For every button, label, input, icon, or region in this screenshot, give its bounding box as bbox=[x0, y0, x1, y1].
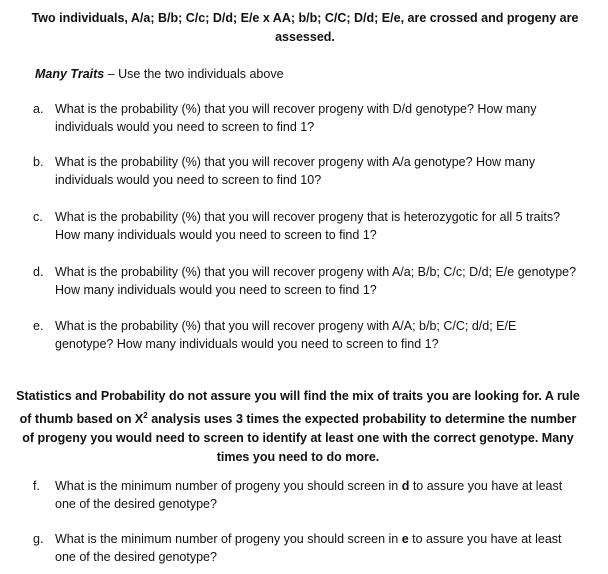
question-letter: e. bbox=[33, 319, 44, 333]
question-d bbox=[33, 264, 578, 299]
question-f bbox=[33, 478, 578, 513]
statistics-note bbox=[16, 387, 580, 467]
question-text: What is the probability (%) that you will recover progeny with A/A; b/b; C/C; d/d; E/E genotype? How many individuals would you need to screen to find 1? bbox=[55, 319, 517, 351]
question-letter: b. bbox=[33, 155, 44, 169]
question-text: What is the probability (%) that you will recover progeny that is heterozygotic for all 5 traits? How many individuals would you need to screen to find 1? bbox=[55, 210, 561, 242]
question-text bbox=[55, 478, 578, 513]
question-text-start: What is the minimum number of progeny you should screen in bbox=[55, 532, 402, 546]
question-bold-ref: e bbox=[401, 532, 409, 546]
question-text: What is the probability (%) that you will recover progeny with D/d genotype? How many individuals would you need to screen to find 1? bbox=[55, 102, 537, 134]
question-b bbox=[33, 154, 578, 189]
question-text-end: to assure you have at least one of the desired genotype? bbox=[55, 479, 563, 511]
question-text-end: to assure you have at least one of the desired genotype? bbox=[55, 532, 562, 564]
section-heading-label: Many Traits bbox=[35, 67, 105, 81]
question-letter: f. bbox=[33, 479, 40, 493]
section-heading-subtitle: – Use the two individuals above bbox=[104, 67, 284, 81]
question-g bbox=[33, 531, 578, 566]
question-letter: c. bbox=[33, 210, 43, 224]
question-letter: g. bbox=[33, 532, 44, 546]
question-e bbox=[33, 318, 578, 353]
note-text-end: analysis uses 3 times the expected probability to determine the number of progeny you would need to screen to identify at least one with the correct genotype. Many times you need to do more. bbox=[22, 412, 577, 465]
question-letter: a. bbox=[33, 102, 44, 116]
problem-title: Two individuals, A/a; B/b; C/c; D/d; E/e x AA; b/b; C/C; D/d; E/e, are crossed and progeny are assessed. bbox=[31, 11, 579, 44]
section-heading bbox=[35, 66, 284, 83]
question-c bbox=[33, 209, 578, 244]
question-bold-ref: d bbox=[401, 479, 410, 493]
question-text bbox=[55, 531, 578, 566]
note-text-start: Statistics and Probability do not assure you will find the mix of traits you are looking for. A rule of thumb based on X bbox=[16, 389, 580, 427]
question-letter: d. bbox=[33, 265, 44, 279]
question-text-start: What is the minimum number of progeny you should screen in bbox=[55, 479, 402, 493]
question-text: What is the probability (%) that you will recover progeny with A/a; B/b; C/c; D/d; E/e genotype? How many individuals would you need to screen to find 1? bbox=[55, 265, 577, 297]
question-a bbox=[33, 101, 578, 136]
note-superscript: 2 bbox=[143, 411, 148, 420]
question-text: What is the probability (%) that you will recover progeny with A/a genotype? How many individuals would you need to screen to find 10? bbox=[55, 155, 536, 187]
